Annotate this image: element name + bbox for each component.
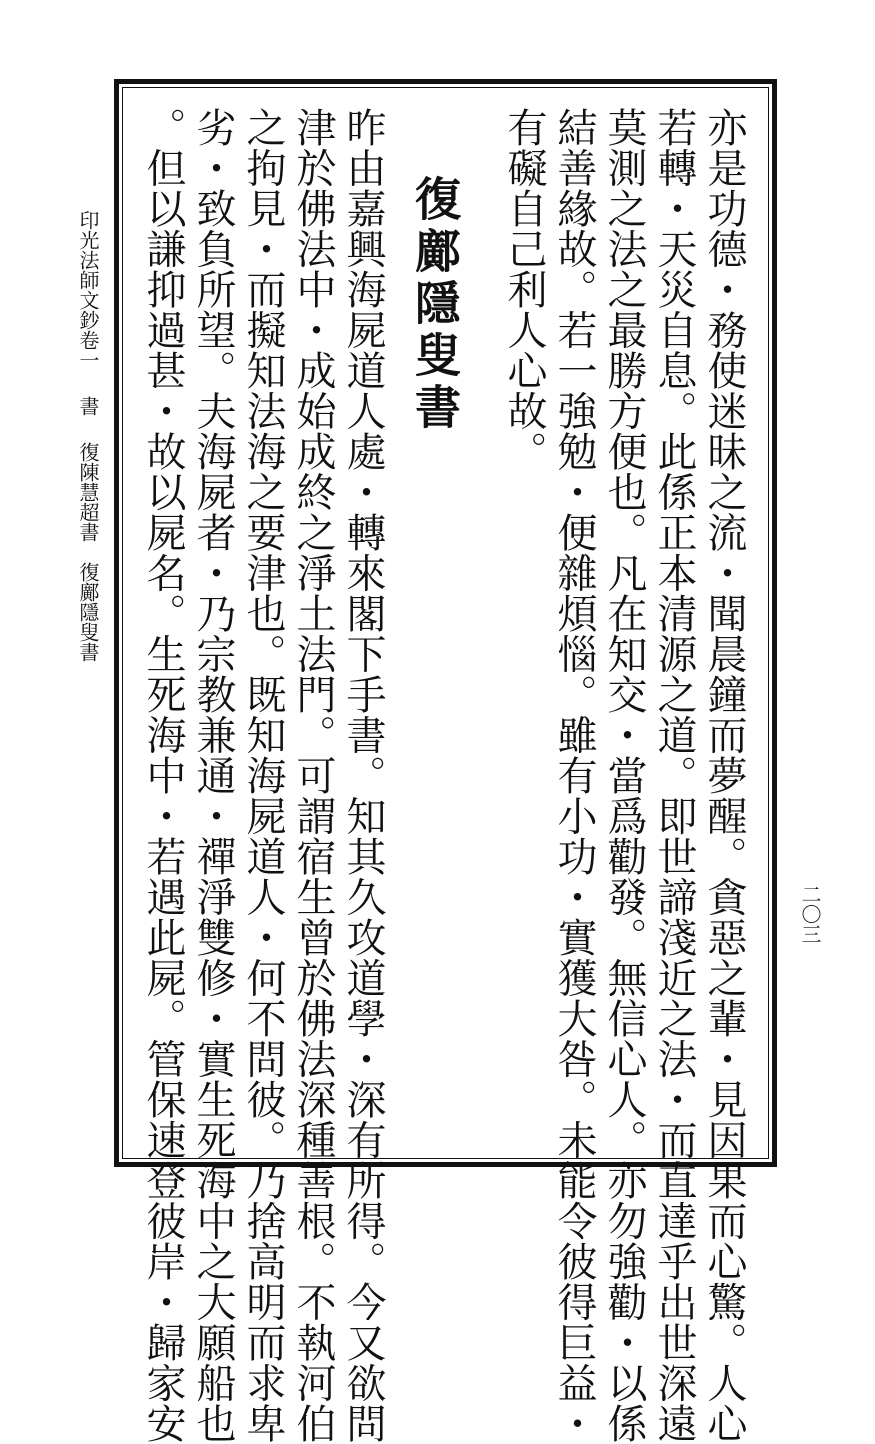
running-header — [76, 210, 100, 688]
section-label: 書 — [76, 396, 100, 416]
text-column: 之拘見・而擬知法海之要津也。既知海屍道人・何不問彼。乃捨高明而求卑 — [240, 107, 286, 1444]
page-number: 二〇三 — [798, 884, 822, 944]
text-column: 亦是功德・務使迷昧之流・聞晨鐘而夢醒。貪惡之輩・見因果而心驚。人心 — [701, 107, 747, 1444]
text-column: 莫測之法之最勝方便也。凡在知交・當爲勸發。無信心人。亦勿強勸・以係 — [601, 107, 647, 1444]
text-column: 昨由嘉興海屍道人處・轉來閣下手書。知其久攻道學・深有所得。今又欲問 — [340, 107, 386, 1444]
book-title: 印光法師文鈔卷一 — [76, 210, 100, 370]
letter-title: 復鄺隱叟書 — [408, 175, 462, 435]
text-column: 津於佛法中・成始成終之淨土法門。可謂宿生曾於佛法深種善根。不執河伯 — [290, 107, 336, 1444]
text-column: 。但以謙抑過甚・故以屍名。生死海中・若遇此屍。管保速登彼岸・歸家安 — [140, 107, 186, 1444]
running-titles: 復陳慧超書 復鄺隱叟書 — [76, 442, 100, 662]
text-column: 有礙自己利人心故。 — [501, 107, 547, 472]
text-column: 結善緣故。若一強勉・便雜煩惱。雖有小功・實獲大咎。未能令彼得巨益・ — [551, 107, 597, 1444]
text-column: 若轉・天災自息。此係正本清源之道。即世諦淺近之法・而直達乎出世深遠 — [651, 107, 697, 1444]
text-column: 劣・致負所望。夫海屍者・乃宗教兼通・禪淨雙修・實生死海中之大願船也 — [190, 107, 236, 1444]
